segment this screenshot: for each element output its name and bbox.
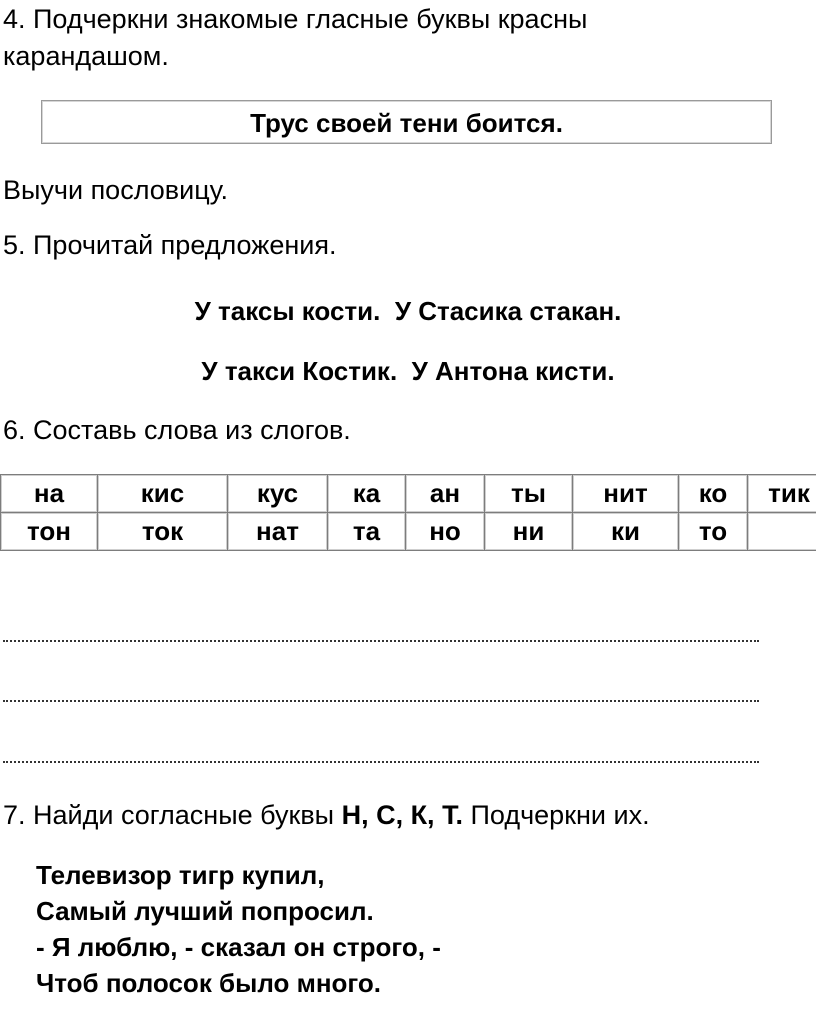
syllable-cell: кис [98, 475, 228, 513]
task-6-instruction: 6. Составь слова из слогов. [3, 415, 351, 445]
syllable-cell: кус [228, 475, 328, 513]
syllables-row-2 [1, 513, 816, 551]
syllable-cell: ко [679, 475, 748, 513]
syllable-cell: на [1, 475, 98, 513]
syllable-cell: нит [573, 475, 679, 513]
syllable-cell: та [328, 513, 406, 551]
answer-line-3[interactable] [3, 761, 759, 763]
sentence-2: У такси Костик. У Антона кисти. [201, 356, 615, 386]
syllable-cell: ток [98, 513, 228, 551]
task-4-instruction-line-2: карандашом. [3, 41, 169, 71]
syllable-cell: но [406, 513, 485, 551]
sentence-1: У таксы кости. У Стасика стакан. [194, 296, 622, 326]
task-7-suffix: Подчеркни их. [463, 800, 650, 830]
task-5-instruction: 5. Прочитай предложения. [3, 230, 337, 260]
task-7-letters: Н, С, К, Т. [341, 800, 464, 830]
poem-line-4: Чтоб полосок было много. [36, 968, 382, 998]
syllable-cell: ты [485, 475, 573, 513]
learn-proverb-text: Выучи пословицу. [3, 175, 228, 205]
syllable-cell: тон [1, 513, 98, 551]
poem-line-3: - Я люблю, - сказал он строго, - [36, 932, 441, 962]
task-7-instruction [3, 799, 650, 831]
syllable-cell: ки [573, 513, 679, 551]
syllable-cell: ка [328, 475, 406, 513]
answer-line-1[interactable] [3, 640, 759, 642]
syllable-cell: ан [406, 475, 485, 513]
poem-line-1: Телевизор тигр купил, [36, 860, 325, 890]
proverb-box [41, 100, 772, 144]
syllable-cell [748, 513, 816, 551]
syllable-cell: тик [748, 475, 816, 513]
task-4-instruction-line-1: 4. Подчеркни знакомые гласные буквы красны [3, 4, 588, 34]
syllables-row-1 [1, 475, 816, 513]
proverb-text: Трус своей тени боится. [250, 108, 563, 138]
answer-line-2[interactable] [3, 700, 759, 702]
syllable-cell: то [679, 513, 748, 551]
syllables-table [0, 474, 816, 551]
poem-line-2: Самый лучший попросил. [36, 896, 374, 926]
task-7-prefix: 7. Найди согласные буквы [3, 800, 342, 830]
syllable-cell: ни [485, 513, 573, 551]
syllable-cell: нат [228, 513, 328, 551]
